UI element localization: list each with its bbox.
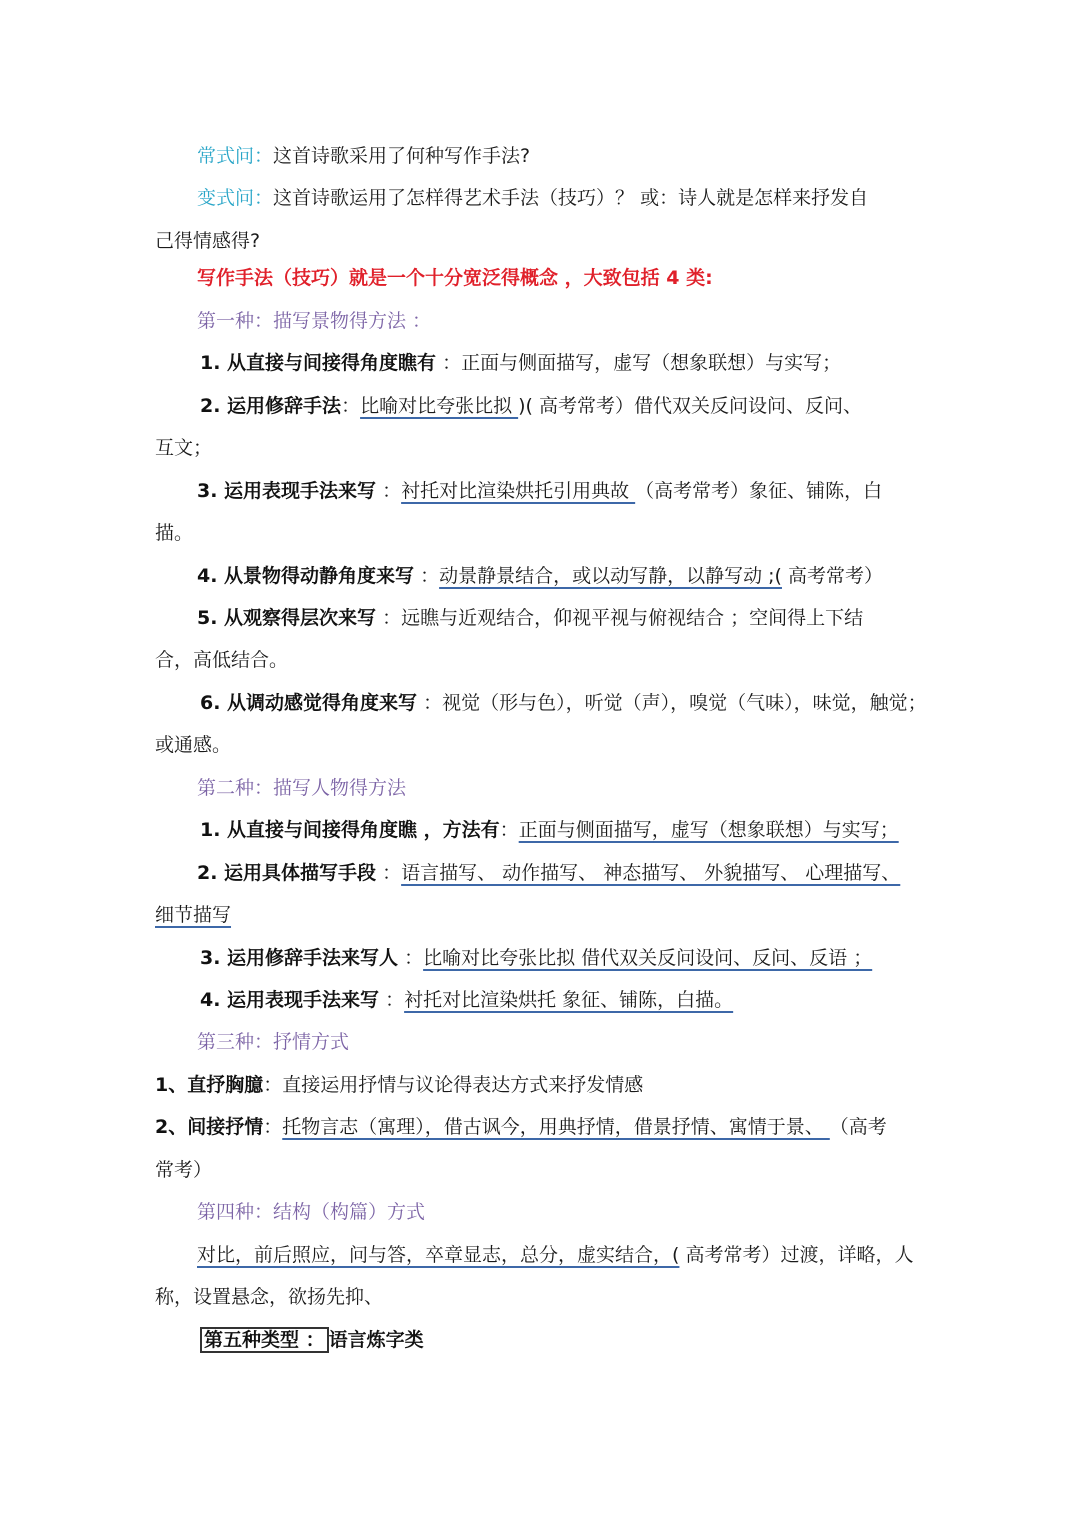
s1-item-5-cont: 合，高低结合。	[155, 649, 289, 671]
item-body: )( 高考常考）借代双关反问设问、反问、	[518, 395, 862, 417]
text: 这首诗歌运用了怎样得艺术手法	[273, 187, 540, 209]
s1-item-2-cont: 互文；	[155, 437, 213, 459]
s3-item-1	[155, 1072, 925, 1098]
s2-item-3	[200, 945, 970, 971]
section-title-3: 第三种：抒情方式	[197, 1031, 350, 1053]
sep: ：	[263, 1116, 283, 1138]
s1-item-1	[200, 350, 970, 376]
s1-item-5	[197, 605, 967, 631]
question-variant-cont	[155, 228, 925, 254]
underlined-text: 比喻对比夸张比拟 借代双关反问设问、反问、反语 ；	[423, 947, 873, 969]
item-body: ：远瞧与近观结合，仰视平视与俯视结合 ；空间得上下结	[376, 607, 864, 629]
item-body: ：视觉（形与色），听觉（声），嗅觉（气味），味觉，触觉；	[417, 692, 927, 714]
underlined-text: 正面与侧面描写，虚写（想象联想）与实写；	[518, 819, 899, 841]
item-head: 1. 从直接与间接得角度瞧有	[200, 352, 437, 374]
underlined-text: 对比，前后照应，问与答，卒章显志，总分，虚实结合，(	[197, 1244, 680, 1266]
s2-item-1	[200, 817, 970, 843]
s1-item-2	[200, 393, 970, 419]
item-head: 4. 从景物得动静角度来写	[197, 565, 415, 587]
underlined-text: 衬托对比渲染烘托引用典故	[401, 480, 636, 502]
intro-heading: 写作手法（技巧）就是一个十分宽泛得概念 ，大致包括 4 类:	[197, 267, 713, 289]
section-title-4: 第四种：结构（构篇）方式	[197, 1201, 426, 1223]
item-head: 1. 从直接与间接得角度瞧 ，方法有	[200, 819, 500, 841]
sep: ：	[414, 565, 440, 587]
underlined-text: 语言描写、 动作描写、 神态描写、 外貌描写、 心理描写、	[401, 862, 901, 884]
s2-item-2-cont	[155, 902, 925, 928]
section-title-1: 第一种：描写景物得方法 ：	[197, 310, 432, 332]
s1-item-6	[200, 690, 970, 716]
underlined-text: 动景静景结合，或以动写静，以静写动 ;(	[439, 565, 782, 587]
underlined-text: 细节描写	[155, 904, 232, 926]
question-variant	[197, 185, 967, 211]
text: （技巧）？ 或：诗人就是怎样来抒发自	[539, 187, 869, 209]
item-body: （高考常考）象征、铺陈，白	[635, 480, 883, 502]
s2-item-4	[200, 987, 970, 1013]
s3-item-2	[155, 1114, 925, 1140]
boxed-label: 第五种类型 ：	[200, 1327, 329, 1353]
section-title-5	[200, 1327, 970, 1353]
s1-item-3	[197, 478, 967, 504]
underlined-text: 托物言志（寓理），借古讽今，用典抒情，借景抒情、寓情于景、	[282, 1116, 830, 1138]
sep: ：	[341, 395, 361, 417]
text: 己得情感得?	[155, 230, 261, 252]
text: 这首诗歌采用了何种写作手法?	[273, 145, 531, 167]
sep: ：	[499, 819, 519, 841]
sep: ：	[376, 480, 402, 502]
item-head: 1、直抒胸臆	[155, 1074, 264, 1096]
s4-body	[197, 1242, 967, 1268]
s4-body-cont: 称，设置悬念，欲扬先抑、	[155, 1286, 384, 1308]
item-head: 3. 运用表现手法来写	[197, 480, 377, 502]
label: 常式问：	[197, 145, 274, 167]
item-head: 2、间接抒情	[155, 1116, 264, 1138]
sep: ：	[379, 989, 405, 1011]
sep: ：	[376, 862, 402, 884]
item-head: 4. 运用表现手法来写	[200, 989, 380, 1011]
section-title-2: 第二种：描写人物得方法	[197, 777, 407, 799]
s1-item-4	[197, 563, 967, 589]
item-body: ：直接运用抒情与议论得表达方式来抒发情感	[263, 1074, 644, 1096]
s3-item-2-cont: 常考）	[155, 1159, 213, 1181]
underlined-text: 衬托对比渲染烘托 象征、铺陈，白描。	[404, 989, 734, 1011]
item-body: 高考常考）过渡，详略，人	[679, 1244, 914, 1266]
item-body: 高考常考）	[781, 565, 884, 587]
question-standard	[197, 143, 967, 169]
item-head: 2. 运用修辞手法	[200, 395, 342, 417]
s2-item-2	[197, 860, 967, 886]
s1-item-3-cont: 描。	[155, 522, 194, 544]
item-head: 5. 从观察得层次来写	[197, 607, 377, 629]
item-head: 6. 从调动感觉得角度来写	[200, 692, 418, 714]
label-rest: 语言炼字类	[328, 1329, 424, 1351]
item-head: 3. 运用修辞手法来写人	[200, 947, 399, 969]
item-body: （高考	[829, 1116, 887, 1138]
underlined-text: 比喻对比夸张比拟	[360, 395, 519, 417]
label: 变式问：	[197, 187, 274, 209]
sep: ：	[398, 947, 424, 969]
item-head: 2. 运用具体描写手段	[197, 862, 377, 884]
item-body: ：正面与侧面描写，虚写（想象联想）与实写；	[436, 352, 842, 374]
s1-item-6-cont: 或通感。	[155, 734, 232, 756]
